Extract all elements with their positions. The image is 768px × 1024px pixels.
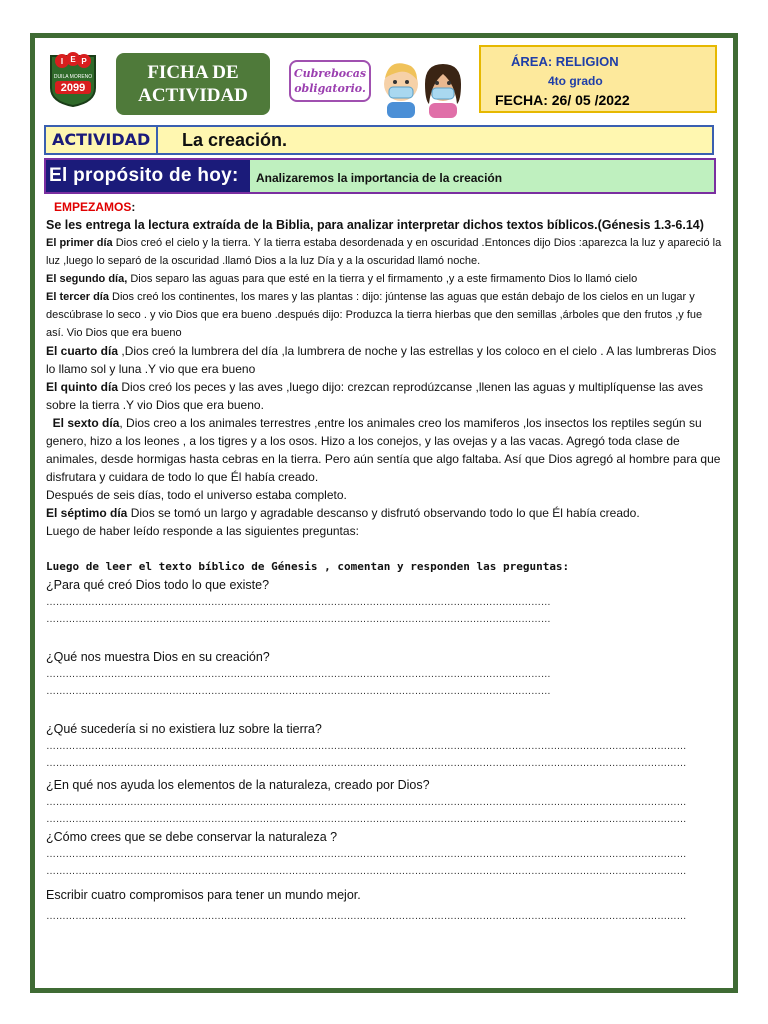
day-1-paragraph: El primer día Dios creó el cielo y la tierra. Y la tierra estaba desordenada y en oscuridad .Entonces dijo Dios :aparezca la luz y apareció la luz ,luego lo separó de la oscuridad .llamó Dios a la luz Día y a la oscuridad llamó noche. xyxy=(46,237,722,267)
answer-line-4a[interactable]: ……………………………………………………………………………………………………………………………………………………………………………… xyxy=(46,797,687,808)
day-7-paragraph: El séptimo día Dios se tomó un largo y agradable descanso y disfrutó observando todo lo que Él había creado. xyxy=(46,506,640,520)
answer-line-2a[interactable]: ………………………………………………………………………………………………………………………………………… xyxy=(46,669,551,680)
question-3: ¿Qué sucedería si no existiera luz sobre la tierra? xyxy=(46,722,322,736)
answer-line-1b[interactable]: ………………………………………………………………………………………………………………………………………… xyxy=(46,614,551,625)
subject-area: ÁREA: RELIGION xyxy=(511,54,619,69)
answer-line-3a[interactable]: ……………………………………………………………………………………………………………………………………………………………………………… xyxy=(46,741,687,752)
answer-line-4b[interactable]: ……………………………………………………………………………………………………………………………………………………………………………… xyxy=(46,814,687,825)
day-3-paragraph: El tercer día Dios creó los continentes, los mares y las plantas : dijo: júntense las aguas que están debajo de los cielos en un lugar y descúbrase lo seco . y vio Dios que era bueno .después dijo: Produzca la tierra hierbas que den semillas ,árboles que den frutos ,y fue así. Vio Dios que era bueno xyxy=(46,291,703,339)
mask-message: Cubrebocas obligatorio. xyxy=(289,60,371,102)
question-2: ¿Qué nos muestra Dios en su creación? xyxy=(46,650,270,664)
intro-text: Se les entrega la lectura extraída de la Biblia, para analizar interpretar dichos textos bíblicos.(Génesis 1.3-6.14) xyxy=(46,218,704,232)
answer-line-3b[interactable]: ……………………………………………………………………………………………………………………………………………………………………………… xyxy=(46,758,687,769)
after-reading-text: Luego de haber leído responde a las siguientes preguntas: xyxy=(46,524,359,538)
day-4-paragraph: El cuarto día ,Dios creó la lumbrera del día ,la lumbrera de noche y las estrellas y los coloco en el cielo . A las lumbreras Dios lo llamo sol y luna .Y vio que era bueno xyxy=(46,344,717,376)
school-logo xyxy=(47,50,99,108)
answer-line-6a[interactable]: ……………………………………………………………………………………………………………………………………………………………………………… xyxy=(46,911,687,922)
purpose-label: El propósito de hoy: xyxy=(46,160,250,192)
svg-text:2099: 2099 xyxy=(60,82,86,94)
day-5-paragraph: El quinto día Dios creó los peces y las aves ,luego dijo: crezcan reprodúzcanse ,llenen las aguas y multiplíquense las aves sobre la tierra .Y vio Dios que era bueno. xyxy=(46,380,703,412)
children-with-masks-illustration xyxy=(379,54,471,118)
svg-text:P: P xyxy=(81,57,87,66)
answer-line-2b[interactable]: ………………………………………………………………………………………………………………………………………… xyxy=(46,686,551,697)
activity-title: La creación. xyxy=(182,130,288,150)
purpose-row xyxy=(44,158,716,194)
day-2-paragraph: El segundo día, Dios separo las aguas para que esté en la tierra y el firmamento ,y a este firmamento Dios lo llamó cielo xyxy=(46,273,638,285)
question-1: ¿Para qué creó Dios todo lo que existe? xyxy=(46,578,270,592)
purpose-text: Analizaremos la importancia de la creación xyxy=(256,171,503,185)
title-line-1: FICHA DE xyxy=(147,62,239,83)
activity-sheet-title xyxy=(116,53,270,115)
title-line-2: ACTIVIDAD xyxy=(138,85,248,106)
svg-text:DUILA MORENO: DUILA MORENO xyxy=(53,74,93,80)
answer-line-5a[interactable]: ……………………………………………………………………………………………………………………………………………………………………………… xyxy=(46,849,687,860)
activity-row xyxy=(44,125,714,155)
after-six-days: Después de seis días, todo el universo estaba completo. xyxy=(46,488,347,502)
questions-intro: Luego de leer el texto bíblico de Génesis , comentan y responden las preguntas: xyxy=(46,560,570,573)
start-label: EMPEZAMOS xyxy=(54,200,132,214)
date-field: FECHA: 26/ 05 /2022 xyxy=(495,92,630,108)
reading-content: EMPEZAMOS: Se les entrega la lectura extraída de la Biblia, para analizar interpretar dichos textos bíblicos.(Génesis 1.3-6.14) El primer día Dios creó el cielo y la tierra. Y la tierra estaba desordenada y en oscuridad .Entonces dijo Dios :aparezca la luz y apareció la luz ,luego lo separó de la oscuridad .llamó Dios a la luz Día y a la oscuridad llamó noche. El segundo día, Dios separo las aguas para que esté en la tierra y el firmamento ,y a este firmamento Dios lo llamó cielo El tercer día Dios creó los continentes, los mares y las plantas : dijo: júntense las aguas que están debajo de los cielos en un lugar y descúbrase lo seco . y vio Dios que era bueno .después dijo: Produzca la tierra hierbas que den semillas ,árboles que den frutos ,y fue así. Vio Dios que era bueno El cuarto día ,Dios creó la lumbrera del día ,la lumbrera de noche y las estrellas y los coloco en el cielo . A las lumbreras Dios lo llamo sol y luna .Y vio que era bueno El quinto día Dios creó los peces y las aves ,luego dijo: crezcan reprodúzcanse ,llenen las aguas y multiplíquense las aves sobre la tierra .Y vio Dios que era bueno. El sexto día, Dios creo a los animales terrestres ,entre los animales creo los mamiferos ,los insectos los reptiles según su genero, hizo a los leones , a los tigres y a los osos. Hizo a los conejos, y las ovejas y a las vacas. Agregó toda clase de animales, desde hormigas hasta cebras en la tierra. Pero aún sentía que algo faltaba. Así que Dios agregó al hombre para que disfrutara y cuidara de todo lo que Él había creado. Después de seis días, todo el universo estaba completo. El séptimo día Dios se tomó un largo y agradable descanso y disfrutó observando todo lo que Él había creado. Luego de haber leído responde a las siguientes preguntas: Luego de leer el texto bíblico de Génesis , comentan y responden las preguntas: ¿Para qué creó Dios todo lo que existe? ………………………………………………………………………………………………………………………………………… ………………………………………………………………………………………………………………………………………… ¿Qué nos muestra Dios en su creación? ………………………………………………………………………………………………………………………………………… ………………………………………………………………………………………………………………………………………… ¿Qué sucedería si no existiera luz sobre la tierra? ……………………………………………………………………………………………………………………………………………………………………………… ……………………………………………………………………………………………………………………………………………………………………………… ¿En qué nos ayuda los elementos de la naturaleza, creado por Dios? ……………………………………………………………………………………………………………………………………………………………………………… ……………………………………………………………………………………………………………………………………………………………………………… ¿Cómo crees que se debe conservar la naturaleza ? ……………………………………………………………………………………………………………………………………………………………………………… ……………………………………………………………………………………………………………………………………………………………………………… Escribir cuatro compromisos para tener un mundo mejor. ……………………………………………………………………………………………………………………………………………………………………………… xyxy=(46,198,722,925)
svg-text:E: E xyxy=(70,55,76,64)
day-6-paragraph: El sexto día, Dios creo a los animales terrestres ,entre los animales creo los mamiferos ,los insectos los reptiles según su genero, hizo a los leones , a los tigres y a los osos. Hizo a los conejos, y las ovejas y a las vacas. Agregó toda clase de animales, desde hormigas hasta cebras en la tierra. Pero aún sentía que algo faltaba. Así que Dios agregó al hombre para que disfrutara y cuidara de todo lo que Él había creado. xyxy=(46,416,721,484)
answer-line-5b[interactable]: ……………………………………………………………………………………………………………………………………………………………………………… xyxy=(46,866,687,877)
grade-level: 4to grado xyxy=(548,74,603,88)
question-4: ¿En qué nos ayuda los elementos de la naturaleza, creado por Dios? xyxy=(46,778,430,792)
area-info-box xyxy=(479,45,717,113)
question-5: ¿Cómo crees que se debe conservar la naturaleza ? xyxy=(46,830,338,844)
svg-text:I: I xyxy=(60,57,64,66)
activity-label: ACTIVIDAD xyxy=(46,127,158,153)
question-6: Escribir cuatro compromisos para tener un mundo mejor. xyxy=(46,888,361,902)
answer-line-1a[interactable]: ………………………………………………………………………………………………………………………………………… xyxy=(46,597,551,608)
mask-reminder-banner xyxy=(281,54,471,118)
